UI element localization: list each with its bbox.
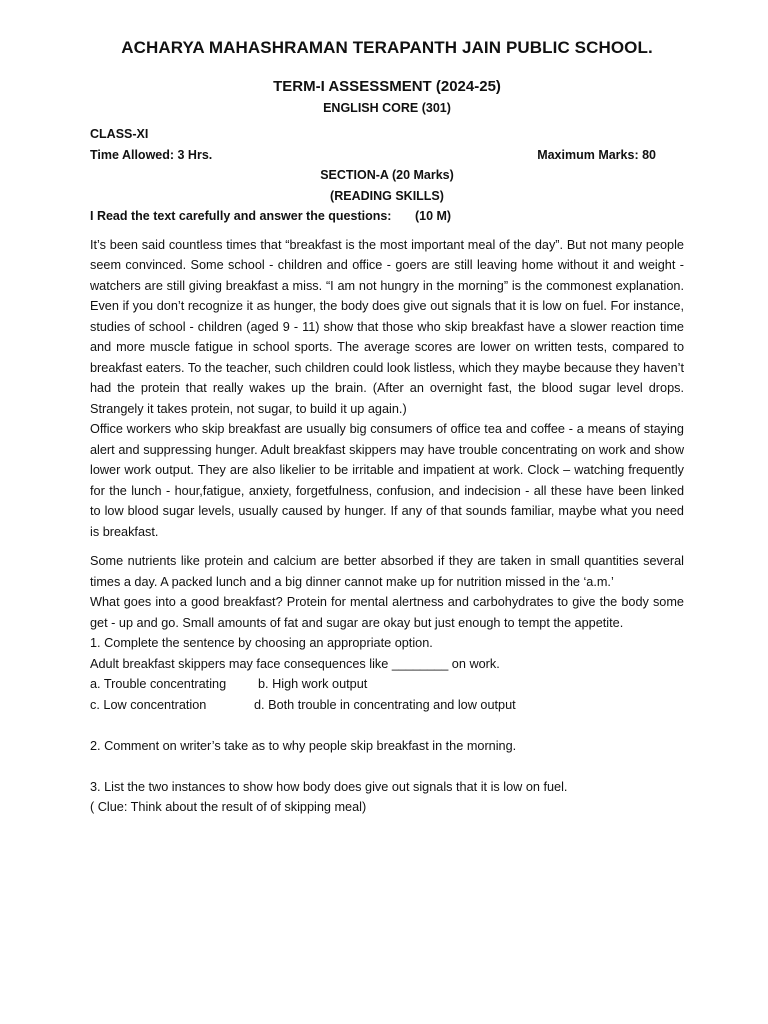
- instruction-text: I Read the text carefully and answer the questions:: [90, 209, 392, 223]
- assessment-title: TERM-I ASSESSMENT (2024-25): [273, 78, 501, 95]
- question-3-clue: ( Clue: Think about the result of of skipping meal): [90, 800, 367, 814]
- time-marks-row: [90, 145, 684, 166]
- passage-paragraph: It’s been said countless times that “breakfast is the most important meal of the day”. But not many people seem convinced. Some school - children and office - goers are still leaving home without it and weight - watchers are still giving breakfast a miss. “I am not hungry in the morning” is the commonest explanation. Even if you don’t recognize it as hunger, the body does give out signals that it is low on fuel. For instance, studies of school - children (aged 9 - 11) show that those who skip breakfast have a slower reaction time and more muscle fatigue in school sports. The average scores are lower on written tests, compared to breakfast eaters. To the teacher, such children could look listless, which they maybe because they haven’t had the protein that really wakes up the brain. (After an overnight fast, the blood sugar level drops. Strangely it takes protein, not sugar, to build it up again.): [90, 237, 684, 416]
- question-1-options-row: [90, 695, 684, 716]
- exam-page: [90, 38, 684, 818]
- instruction-marks: (10 M): [414, 209, 452, 223]
- passage-paragraph: Office workers who skip breakfast are usually big consumers of office tea and coffee - a means of staying alert and suppressing hunger. Adult breakfast skippers may have trouble concentrating on work and show lower work output. They are also likelier to be irritable and impatient at work. Clock – watching frequently for the lunch - hour,fatigue, anxiety, forgetfulness, confusion, and indecision - all these have been linked to low blood sugar levels, usually caused by hunger. If any of that sounds familiar, maybe what you need is breakfast.: [90, 422, 684, 539]
- question-2: 2. Comment on writer’s take as to why people skip breakfast in the morning.: [90, 738, 517, 753]
- option-b: b. High work output: [258, 677, 368, 691]
- school-name: ACHARYA MAHASHRAMAN TERAPANTH JAIN PUBLIC SCHOOL.: [121, 38, 653, 57]
- passage-paragraph: What goes into a good breakfast? Protein for mental alertness and carbohydrates to give the body some get - up and go. Small amounts of fat and sugar are okay but just enough to tempt the appetite.: [90, 595, 684, 630]
- maximum-marks: Maximum Marks: 80: [537, 147, 656, 162]
- option-a: a. Trouble concentrating: [90, 677, 227, 691]
- class-label: CLASS-XI: [90, 127, 149, 141]
- time-allowed: Time Allowed: 3 Hrs.: [90, 147, 213, 162]
- option-d: d. Both trouble in concentrating and low output: [254, 697, 516, 712]
- question-3: 3. List the two instances to show how body does give out signals that it is low on fuel.: [90, 779, 568, 794]
- section-subtitle: (READING SKILLS): [330, 188, 444, 203]
- section-title: SECTION-A (20 Marks): [320, 168, 454, 182]
- question-1-stem: Adult breakfast skippers may face consequences like ________ on work.: [90, 656, 500, 671]
- passage-paragraph: Some nutrients like protein and calcium are better absorbed if they are taken in small quantities several times a day. A packed lunch and a big dinner cannot make up for nutrition missed in the ‘a.m.’: [90, 554, 684, 589]
- question-1-options-row: [90, 674, 684, 695]
- question-1-title: 1. Complete the sentence by choosing an appropriate option.: [90, 636, 433, 650]
- subject-title: ENGLISH CORE (301): [323, 101, 451, 115]
- section-instruction: [90, 206, 684, 227]
- option-c: c. Low concentration: [90, 697, 207, 712]
